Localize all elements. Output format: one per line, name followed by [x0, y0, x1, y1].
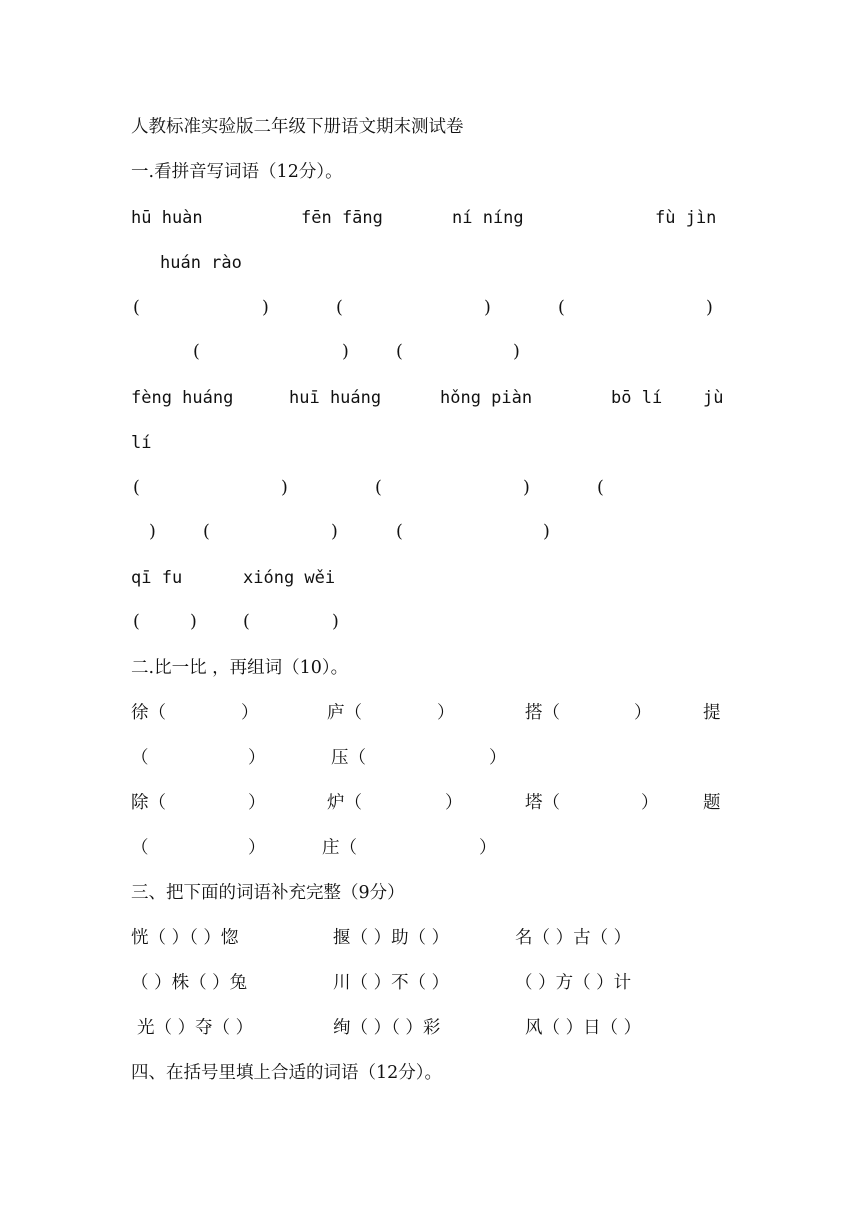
idiom-item: 恍（ ）（ ）惚 [131, 928, 239, 948]
answer-blanks-row-3 [0, 610, 860, 634]
blank-open[interactable]: （ [131, 748, 149, 768]
document-title-line [0, 115, 860, 139]
blank-open[interactable]: ( [193, 342, 200, 362]
section-4-heading: 四、在括号里填上合适的词语（12分）。 [131, 1063, 443, 1083]
char-prompt: 塔（ [525, 793, 560, 813]
blank-close: ） [445, 793, 463, 813]
blank-close: ） [479, 838, 497, 858]
blank-close: ) [332, 612, 339, 632]
idiom-item: 揠（ ）助（ ） [333, 928, 450, 948]
blank-close: ) [331, 522, 338, 542]
compare-row-1 [0, 701, 860, 725]
pinyin-item: hǒng piàn [440, 388, 533, 408]
char-prompt: 除（ [131, 793, 166, 813]
blank-open[interactable]: ( [558, 298, 565, 318]
blank-close: ） [634, 703, 652, 723]
pinyin-item: fèng huáng [131, 388, 234, 408]
pinyin-item: huán rào [160, 253, 242, 273]
blank-open[interactable]: ( [336, 298, 343, 318]
answer-blanks-row-2-wrap [0, 520, 860, 544]
blank-open[interactable]: ( [133, 612, 140, 632]
idiom-item: （ ）株（ ）兔 [131, 973, 248, 993]
answer-blanks-row-1-wrap [0, 340, 860, 364]
blank-open[interactable]: ( [133, 478, 140, 498]
pinyin-item: fù jìn [655, 208, 717, 228]
answer-blanks-row-1 [0, 296, 860, 320]
pinyin-item: lí [131, 433, 152, 453]
blank-close: ) [149, 522, 156, 542]
section-3-heading: 三、把下面的词语补充完整（9分） [131, 883, 405, 903]
blank-close: ） [241, 703, 259, 723]
pinyin-row-1 [0, 206, 860, 230]
idiom-item: 川（ ）不（ ） [333, 973, 450, 993]
blank-open[interactable]: ( [133, 298, 140, 318]
idiom-item: 绚（ ）（ ）彩 [333, 1018, 441, 1038]
document-title: 人教标准实验版二年级下册语文期末测试卷 [131, 117, 464, 137]
pinyin-item: fēn fāng [301, 208, 383, 228]
char-prompt: 提 [703, 703, 721, 723]
blank-close: ) [262, 298, 269, 318]
section-4-heading-line [0, 1061, 860, 1085]
char-prompt: 压（ [331, 748, 366, 768]
pinyin-row-2-wrap [0, 431, 860, 455]
compare-row-2 [0, 791, 860, 815]
blank-close: ） [248, 838, 266, 858]
section-2-heading: 二.比一比 ，再组词（10）。 [131, 658, 349, 678]
pinyin-row-3 [0, 566, 860, 590]
section-1-heading-line [0, 160, 860, 184]
blank-close: ） [641, 793, 659, 813]
blank-close: ） [248, 748, 266, 768]
pinyin-item: ní níng [452, 208, 524, 228]
idiom-row-2 [0, 971, 860, 995]
pinyin-item: huī huáng [289, 388, 382, 408]
blank-open[interactable]: （ [131, 838, 149, 858]
idiom-row-3 [0, 1016, 860, 1040]
section-3-heading-line [0, 881, 860, 905]
char-prompt: 徐（ [131, 703, 166, 723]
idiom-item: 光（ ）夺（ ） [137, 1018, 254, 1038]
pinyin-item: qī fu [131, 568, 183, 588]
answer-blanks-row-2 [0, 476, 860, 500]
char-prompt: 炉（ [327, 793, 362, 813]
blank-close: ) [342, 342, 349, 362]
compare-row-1-wrap [0, 746, 860, 770]
blank-close: ) [281, 478, 288, 498]
blank-close: ） [248, 793, 266, 813]
section-2-heading-line [0, 656, 860, 680]
idiom-item: （ ）方（ ）计 [515, 973, 632, 993]
pinyin-item: jù [703, 388, 724, 408]
section-1-heading: 一.看拼音写词语（12分）。 [131, 162, 343, 182]
blank-close: ) [543, 522, 550, 542]
pinyin-row-1-wrap [0, 251, 860, 275]
pinyin-item: hū huàn [131, 208, 203, 228]
blank-close: ) [190, 612, 197, 632]
pinyin-item: xióng wěi [243, 568, 336, 588]
pinyin-row-2 [0, 386, 860, 410]
char-prompt: 题 [703, 793, 721, 813]
compare-row-2-wrap [0, 836, 860, 860]
blank-open[interactable]: ( [203, 522, 210, 542]
blank-close: ) [523, 478, 530, 498]
blank-open[interactable]: ( [396, 522, 403, 542]
blank-open[interactable]: ( [597, 478, 604, 498]
char-prompt: 庄（ [322, 838, 357, 858]
blank-open[interactable]: ( [396, 342, 403, 362]
blank-close: ) [513, 342, 520, 362]
idiom-item: 风（ ）日（ ） [525, 1018, 642, 1038]
idiom-row-1 [0, 926, 860, 950]
blank-open[interactable]: ( [243, 612, 250, 632]
blank-close: ) [706, 298, 713, 318]
idiom-item: 名（ ）古（ ） [515, 928, 632, 948]
pinyin-item: bō lí [611, 388, 663, 408]
char-prompt: 搭（ [525, 703, 560, 723]
blank-close: ） [489, 748, 507, 768]
blank-open[interactable]: ( [375, 478, 382, 498]
char-prompt: 庐（ [327, 703, 362, 723]
blank-close: ) [484, 298, 491, 318]
blank-close: ） [437, 703, 455, 723]
